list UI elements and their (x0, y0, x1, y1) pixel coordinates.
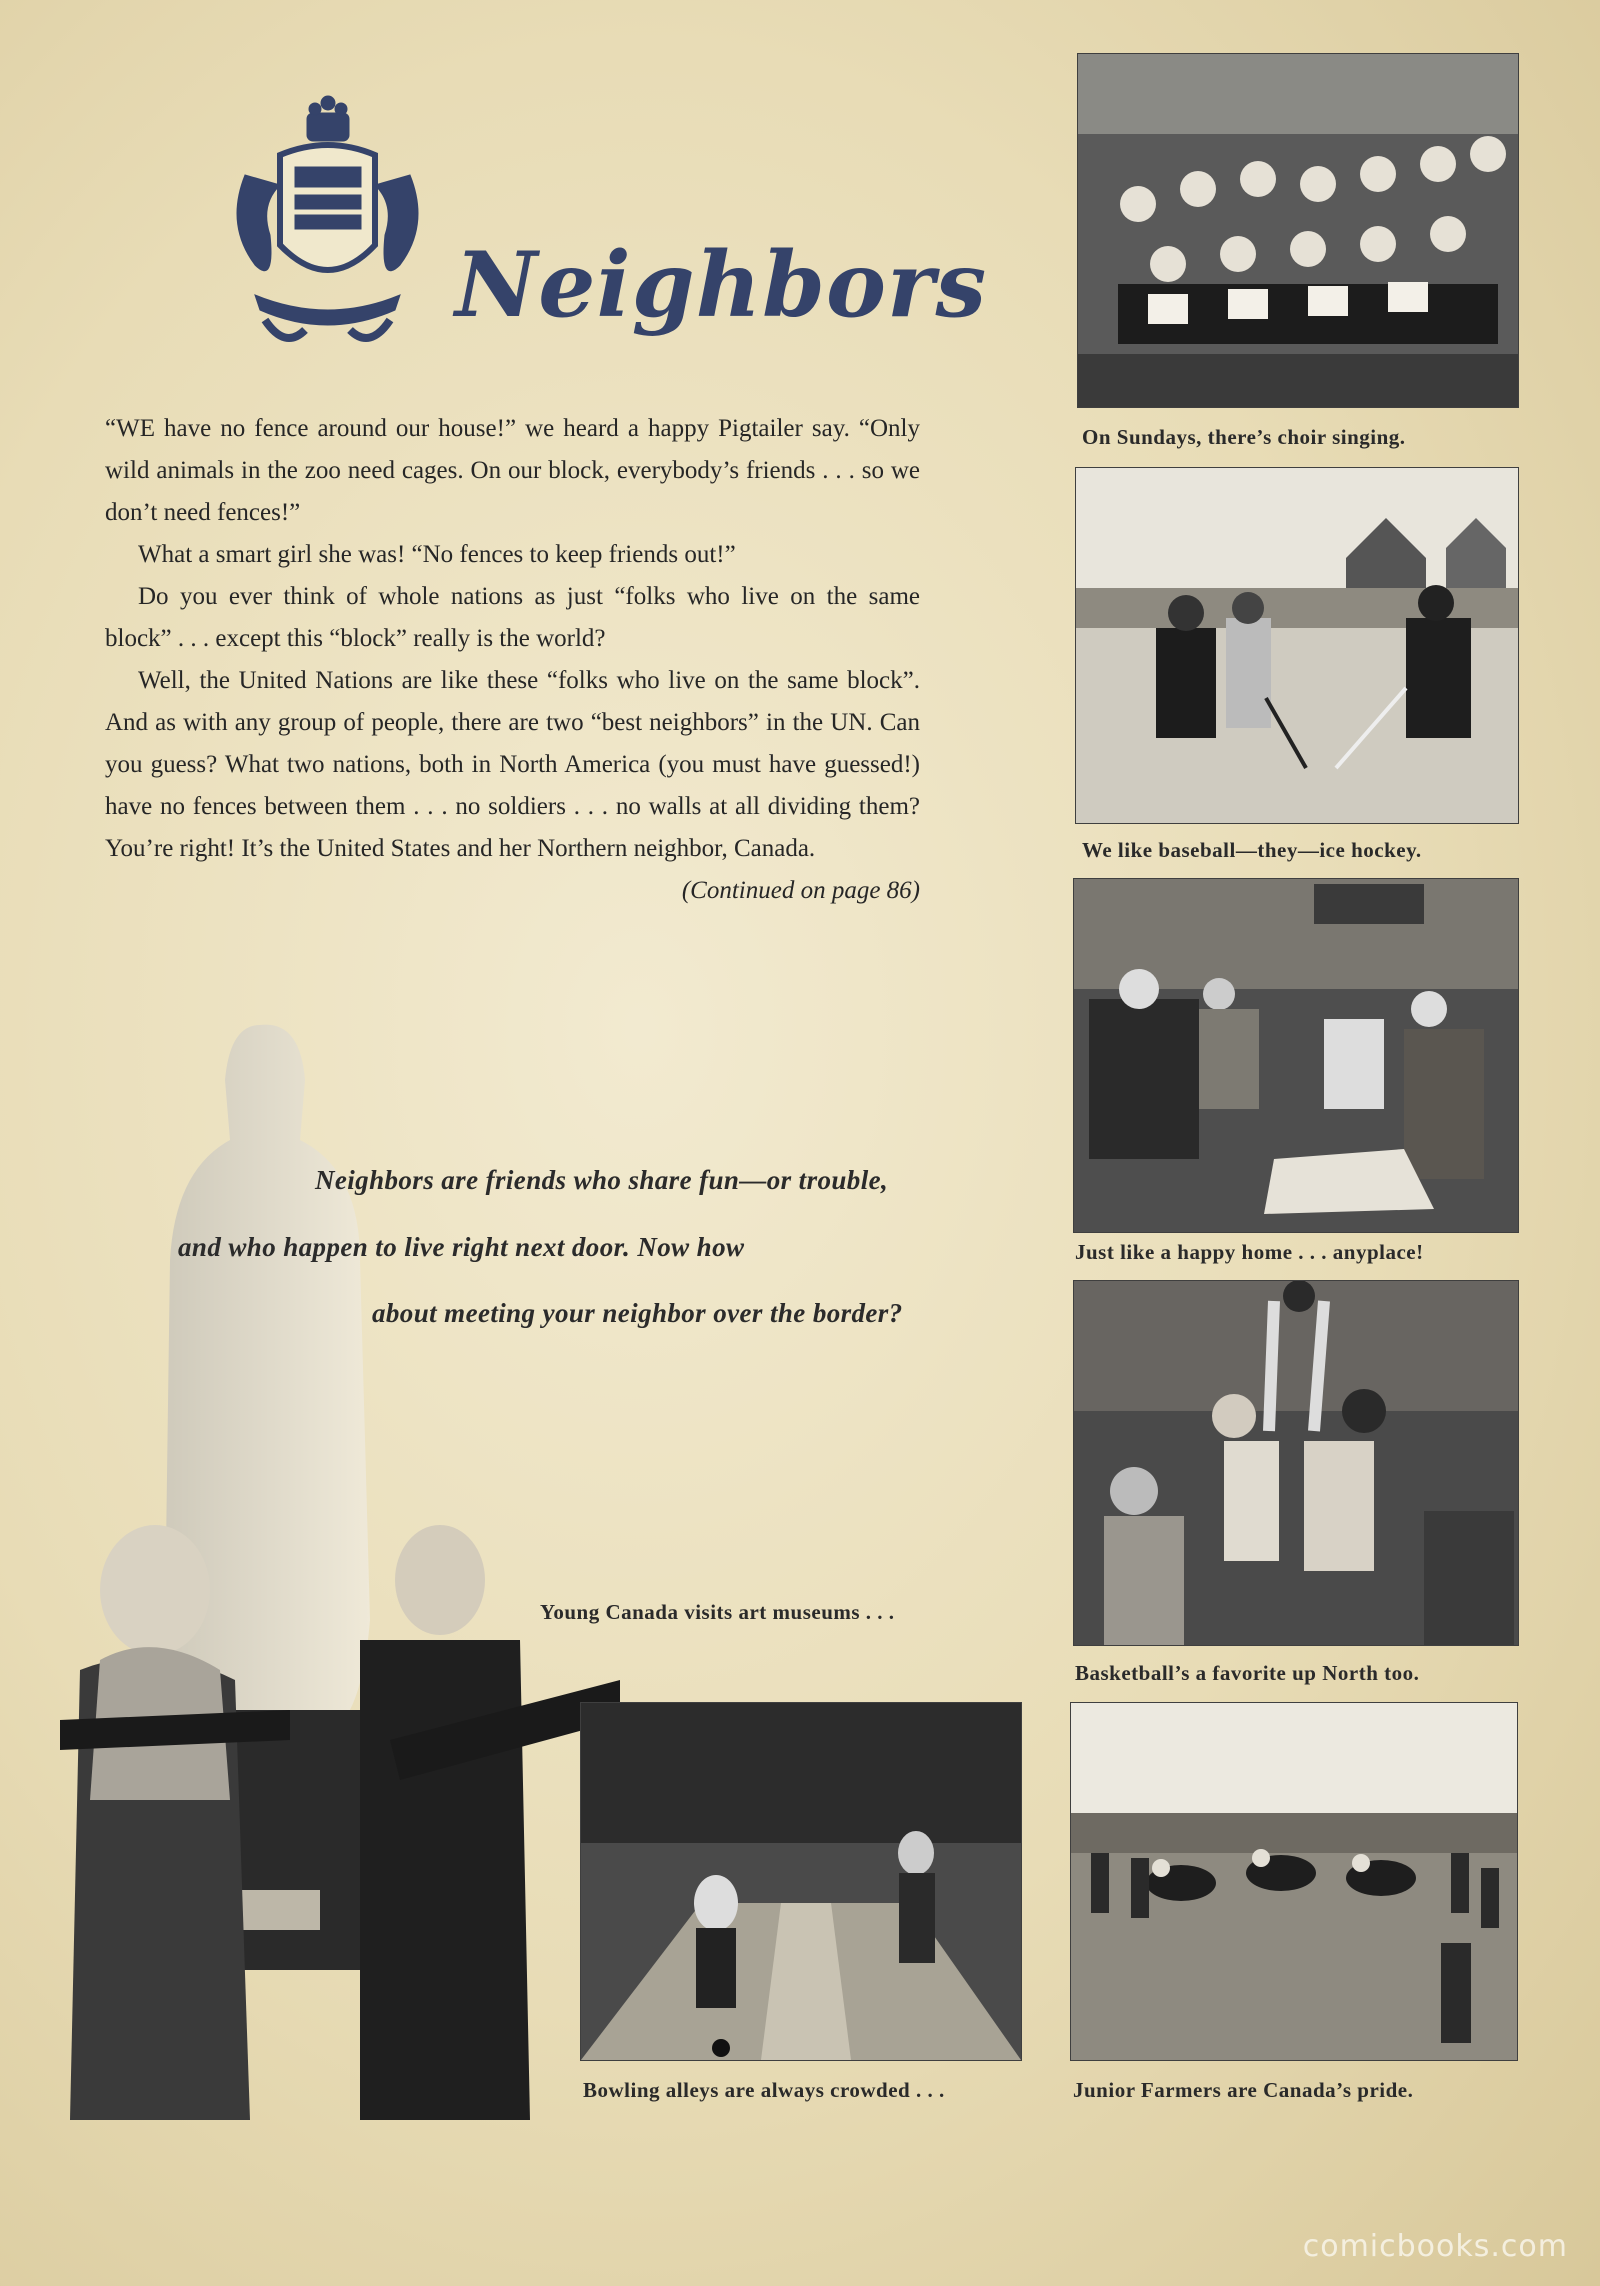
coat-of-arms-crest (225, 95, 430, 355)
pullquote-line: Neighbors are friends who share fun—or trouble, (315, 1165, 889, 1195)
caption-home: Just like a happy home . . . anyplace! (1075, 1240, 1424, 1264)
caption-bowling: Bowling alleys are always crowded . . . (583, 2078, 945, 2102)
story-paragraph: Well, the United Nations are like these “folks who live on the same block”. And as with any group of people, there are two “best neighbors” in the UN. Can you guess? What two nations, both in North America (you must have guessed!) have no fences between them . . . no soldiers . . . no walls at all dividing them? You’re right! It’s the United States and her Northern neighbor, Canada. (105, 667, 920, 862)
bowling-photo (580, 1702, 1022, 2061)
page-title: Neighbors (455, 232, 988, 338)
basketball-photo (1073, 1280, 1519, 1646)
caption-basketball: Basketball’s a favorite up North too. (1075, 1661, 1420, 1685)
caption-choir: On Sundays, there’s choir singing. (1082, 425, 1406, 449)
story-paragraph: What a smart girl she was! “No fences to keep friends out!” (138, 541, 736, 568)
story-paragraph: “WE have no fence around our house!” we heard a happy Pigtailer say. “Only wild animals in the zoo need cages. On our block, everybody’s friends . . . so we don’t need fences!” (105, 415, 920, 526)
caption-hockey: We like baseball—they—ice hockey. (1082, 838, 1422, 862)
story-paragraph: Do you ever think of whole nations as just “folks who live on the same block” . . . except this “block” really is the world? (105, 583, 920, 652)
pullquote-line: and who happen to live right next door. Now how (178, 1232, 745, 1262)
story-body (105, 408, 920, 912)
choir-photo (1077, 53, 1519, 408)
watermark: comicbooks.com (1302, 2229, 1568, 2264)
continued-note: (Continued on page 86) (681, 877, 920, 904)
home-photo (1073, 878, 1519, 1233)
pullquote-line: about meeting your neighbor over the border? (372, 1298, 903, 1328)
caption-farmers: Junior Farmers are Canada’s pride. (1073, 2078, 1414, 2102)
farmers-photo (1070, 1702, 1518, 2061)
caption-museum: Young Canada visits art museums . . . (540, 1600, 895, 1624)
hockey-photo (1075, 467, 1519, 824)
